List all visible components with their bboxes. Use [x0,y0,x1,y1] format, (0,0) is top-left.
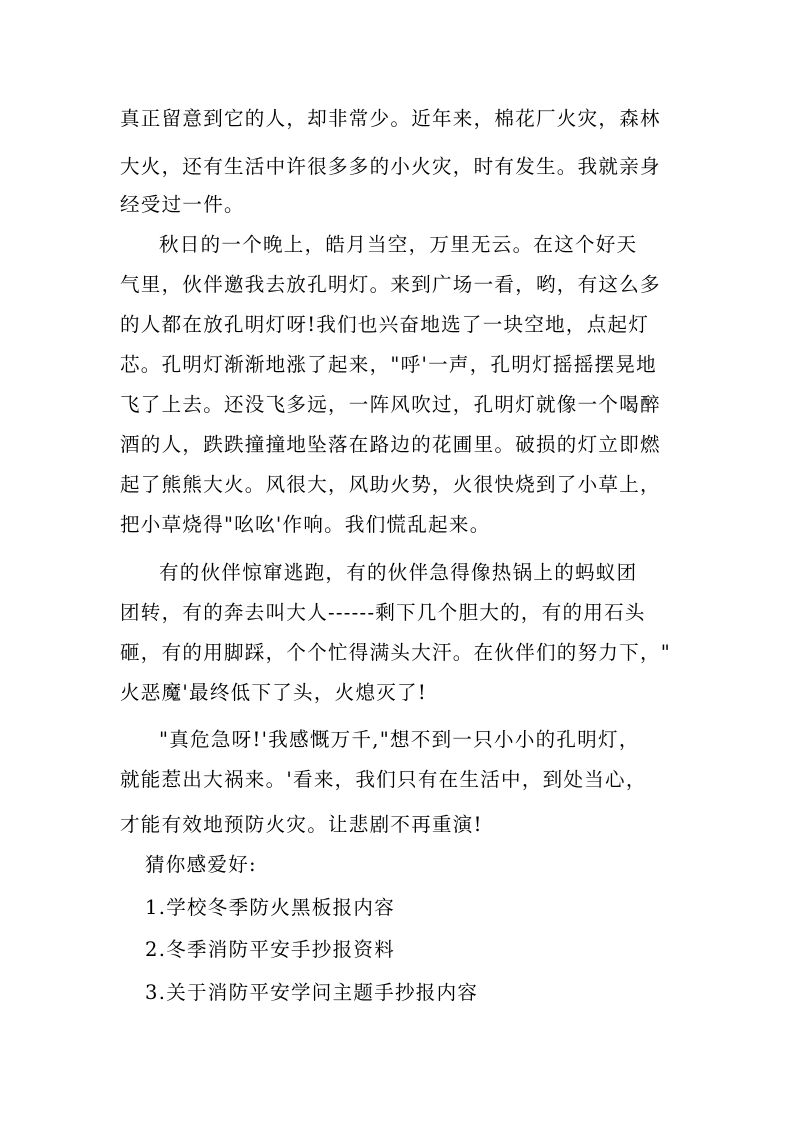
paragraph-3-line-1: 有的伙伴惊窜逃跑，有的伙伴急得像热锅上的蚂蚁团 [159,561,638,584]
paragraph-3-line-3: 砸，有的用脚踩，个个忙得满头大汗。在伙伴们的努力下，" [120,641,672,664]
paragraph-4-line-3: 才能有效地预防火灾。让悲剧不再重演! [120,813,483,836]
paragraph-2-line-8: 把小草烧得"吆吆'作响。我们慌乱起来。 [120,513,491,536]
related-heading: 猜你感爱好: [145,853,257,876]
paragraph-2-line-2: 气里，伙伴邀我去放孔明灯。来到广场一看，哟，有这么多 [120,273,661,296]
paragraph-1-line-1: 真正留意到它的人，却非常少。近年来，棉花厂火灾，森林 [120,107,661,130]
related-item-1[interactable]: 1.学校冬季防火黑板报内容 [145,896,396,919]
paragraph-2-line-6: 酒的人，跌跌撞撞地坠落在路边的花圃里。破损的灯立即燃 [120,433,661,456]
paragraph-2-line-1: 秋日的一个晚上，皓月当空，万里无云。在这个好天 [159,233,638,256]
paragraph-4-line-1: "真危急呀!'我感慨万千,"想不到一只小小的孔明灯， [159,728,640,751]
paragraph-2-line-3: 的人都在放孔明灯呀!我们也兴奋地选了一块空地，点起灯 [120,313,650,336]
paragraph-3-line-2: 团转，有的奔去叫大人------剩下几个胆大的，有的用石头 [120,601,646,624]
related-item-2[interactable]: 2.冬季消防平安手抄报资料 [145,938,396,961]
paragraph-2-line-7: 起了熊熊大火。风很大，风助火势，火很快烧到了小草上， [120,473,661,496]
paragraph-3-line-4: 火恶魔'最终低下了头，火熄灭了! [120,681,427,704]
paragraph-4-line-2: 就能惹出大祸来。'看来，我们只有在生活中，到处当心， [120,768,647,791]
related-item-3[interactable]: 3.关于消防平安学问主题手抄报内容 [145,981,479,1004]
paragraph-2-line-4: 芯。孔明灯渐渐地涨了起来，"呼'一声，孔明灯摇摇摆晃地 [120,353,657,376]
paragraph-2-line-5: 飞了上去。还没飞多远，一阵风吹过，孔明灯就像一个喝醉 [120,393,661,416]
paragraph-1-line-3: 经受过一件。 [120,193,245,216]
paragraph-1-line-2: 大火，还有生活中许很多多的小火灾，时有发生。我就亲身 [120,155,661,178]
